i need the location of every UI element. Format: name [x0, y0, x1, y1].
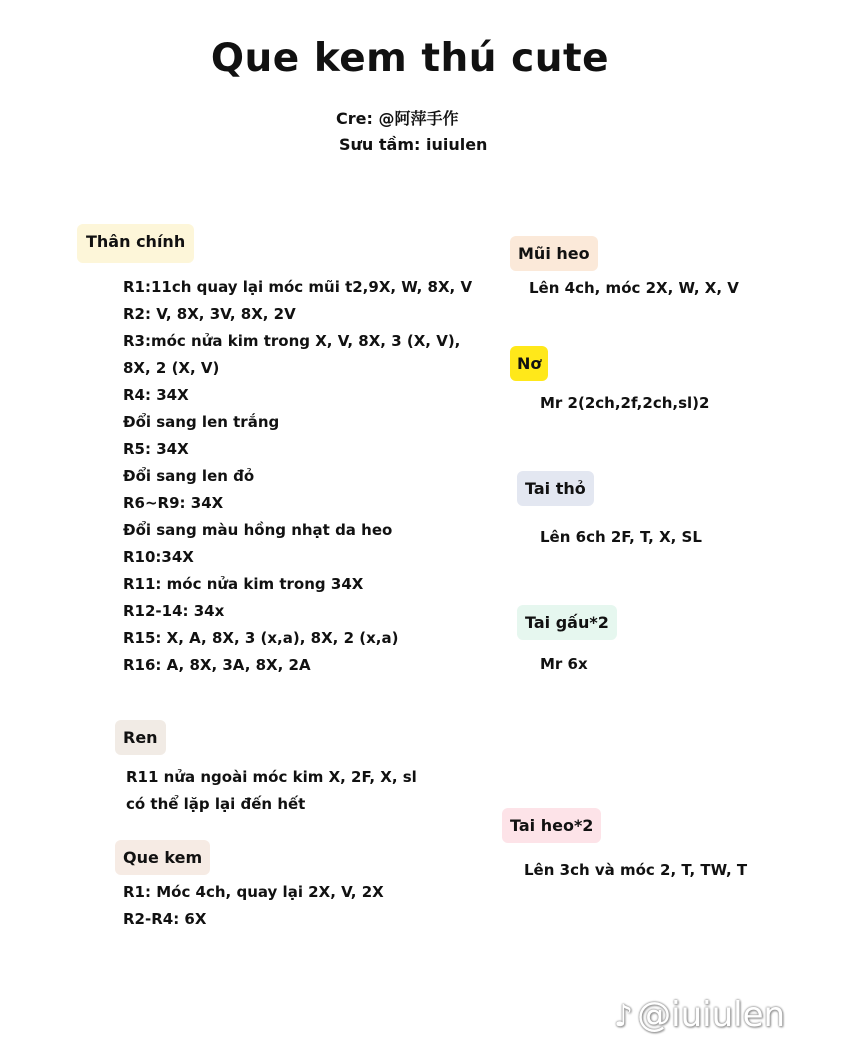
watermark-text: @iuiulen [637, 995, 786, 1035]
tai-gau-line: Mr 6x [540, 655, 588, 673]
than-chinh-line: R2: V, 8X, 3V, 8X, 2V [123, 305, 296, 323]
watermark [614, 995, 785, 1035]
credit-collector: Sưu tầm: iuiulen [339, 135, 488, 154]
than-chinh-line: R1:11ch quay lại móc mũi t2,9X, W, 8X, V [123, 278, 473, 296]
credit-creator: Cre: @阿萍手作 [336, 109, 459, 128]
no-line: Mr 2(2ch,2f,2ch,sl)2 [540, 394, 710, 412]
than-chinh-line: R3:móc nửa kim trong X, V, 8X, 3 (X, V), [123, 332, 461, 350]
tai-heo-line: Lên 3ch và móc 2, T, TW, T [524, 861, 748, 879]
badge-que-kem: Que kem [115, 840, 210, 875]
badge-than-chinh: Thân chính [77, 224, 194, 263]
que-kem-line: R2-R4: 6X [123, 910, 207, 928]
tiktok-icon: ♪ [614, 999, 634, 1034]
tai-tho-line: Lên 6ch 2F, T, X, SL [540, 528, 702, 546]
badge-tai-heo: Tai heo*2 [502, 808, 601, 843]
badge-mui-heo: Mũi heo [510, 236, 598, 271]
badge-tai-gau: Tai gấu*2 [517, 605, 617, 640]
than-chinh-line: Đổi sang len trắng [123, 413, 280, 431]
ren-line: có thể lặp lại đến hết [126, 795, 306, 813]
page-title: Que kem thú cute [210, 36, 610, 81]
than-chinh-line: R16: A, 8X, 3A, 8X, 2A [123, 656, 311, 674]
than-chinh-line: R6~R9: 34X [123, 494, 224, 512]
than-chinh-line: R10:34X [123, 548, 194, 566]
than-chinh-line: R12-14: 34x [123, 602, 225, 620]
badge-tai-tho: Tai thỏ [517, 471, 594, 506]
than-chinh-line: 8X, 2 (X, V) [123, 359, 220, 377]
mui-heo-line: Lên 4ch, móc 2X, W, X, V [529, 279, 739, 297]
badge-no: Nơ [510, 346, 548, 381]
than-chinh-line: Đổi sang len đỏ [123, 467, 255, 485]
than-chinh-line: Đổi sang màu hồng nhạt da heo [123, 521, 393, 539]
que-kem-line: R1: Móc 4ch, quay lại 2X, V, 2X [123, 883, 384, 901]
than-chinh-line: R11: móc nửa kim trong 34X [123, 575, 364, 593]
than-chinh-line: R15: X, A, 8X, 3 (x,a), 8X, 2 (x,a) [123, 629, 399, 647]
than-chinh-line: R4: 34X [123, 386, 189, 404]
ren-line: R11 nửa ngoài móc kim X, 2F, X, sl [126, 768, 417, 786]
than-chinh-line: R5: 34X [123, 440, 189, 458]
badge-ren: Ren [115, 720, 166, 755]
